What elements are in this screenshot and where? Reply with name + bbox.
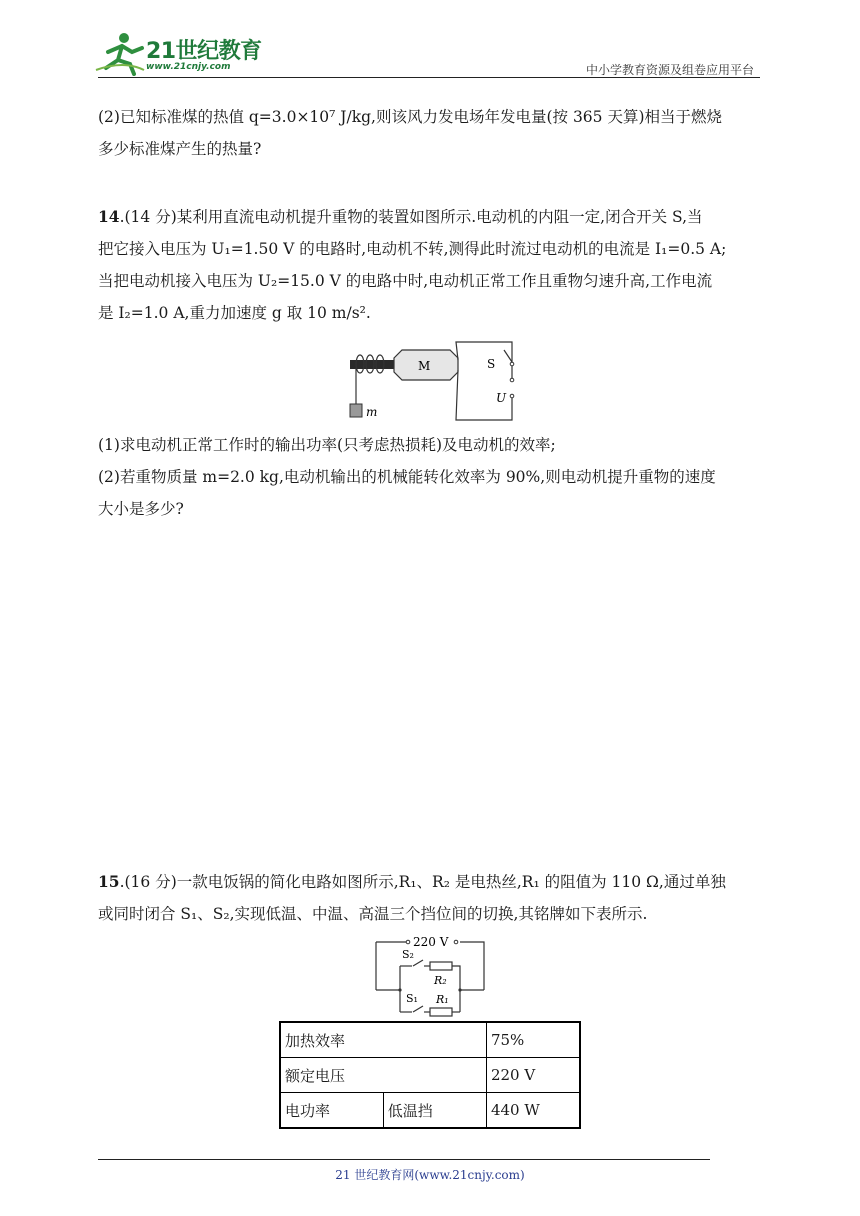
r2-label: R₂ [434,974,447,987]
q14-part1: (1)求电动机正常工作时的输出功率(只考虑热损耗)及电动机的效率; [98,436,556,454]
supply-voltage-label: 220 V [413,935,449,949]
table-row [280,1058,580,1093]
q15-number: 15 [98,872,120,891]
table-row [280,1022,580,1058]
q14-line2: 把它接入电压为 U₁=1.50 V 的电路时,电动机不转,测得此时流过电动机的电流是 I₁=0.5 A; [98,240,727,258]
question-14 [98,201,764,329]
q14-line4: 是 I₂=1.0 A,重力加速度 g 取 10 m/s². [98,304,371,322]
logo-url: www.21cnjy.com [146,62,231,72]
q14-line1: 14.(14 分)某利用直流电动机提升重物的装置如图所示.电动机的内阻一定,闭合开关 S,当 [98,207,703,226]
motor-label: M [418,359,431,373]
table-row [280,1093,580,1129]
footer-text: 21 世纪教育网(www.21cnjy.com) [335,1168,525,1182]
mass-label: m [366,405,378,419]
q13-part2 [98,101,764,165]
q15-line2: 或同时闭合 S₁、S₂,实现低温、中温、高温三个挡位间的切换,其铭牌如下表所示. [98,905,648,923]
q15-line1: 15.(16 分)一款电饭锅的简化电路如图所示,R₁、R₂ 是电热丝,R₁ 的阻值为 110 Ω,通过单独 [98,872,726,891]
q14-motor-figure [346,336,518,424]
switch-label: S [487,357,496,371]
table-cell: 加热效率 [280,1022,486,1058]
table-cell: 75% [486,1022,580,1058]
table-cell: 额定电压 [280,1058,486,1093]
q13-part2-line2: 多少标准煤产生的热量? [98,140,262,158]
q13-part2-line1: (2)已知标准煤的热值 q=3.0×10⁷ J/kg,则该风力发电场年发电量(按 365 天算)相当于燃烧 [98,108,723,126]
page-header [0,0,860,80]
q14-part2-line1: (2)若重物质量 m=2.0 kg,电动机输出的机械能转化效率为 90%,则电动机提升重物的速度 [98,468,716,486]
question-15 [98,866,764,930]
nameplate-table [279,1021,581,1129]
header-divider [98,77,760,78]
q14-number: 14 [98,207,120,226]
logo-text: 21世纪教育 [146,39,262,64]
voltage-label: U [496,391,507,405]
table-cell: 低温挡 [383,1093,486,1129]
table-cell: 220 V [486,1058,580,1093]
s1-label: S₁ [406,992,418,1005]
s2-label: S₂ [402,948,414,961]
q14-part2-line2: 大小是多少? [98,500,184,518]
table-cell: 440 W [486,1093,580,1129]
q14-line3: 当把电动机接入电压为 U₂=15.0 V 的电路中时,电动机正常工作且重物匀速升高,工作电流 [98,272,713,290]
footer-divider [98,1159,710,1160]
question-14-parts [98,429,764,525]
q15-circuit-figure [370,932,490,1018]
r1-label: R₁ [436,993,449,1006]
table-cell: 电功率 [280,1093,383,1129]
header-platform-text: 中小学教育资源及组卷应用平台 [585,63,754,77]
